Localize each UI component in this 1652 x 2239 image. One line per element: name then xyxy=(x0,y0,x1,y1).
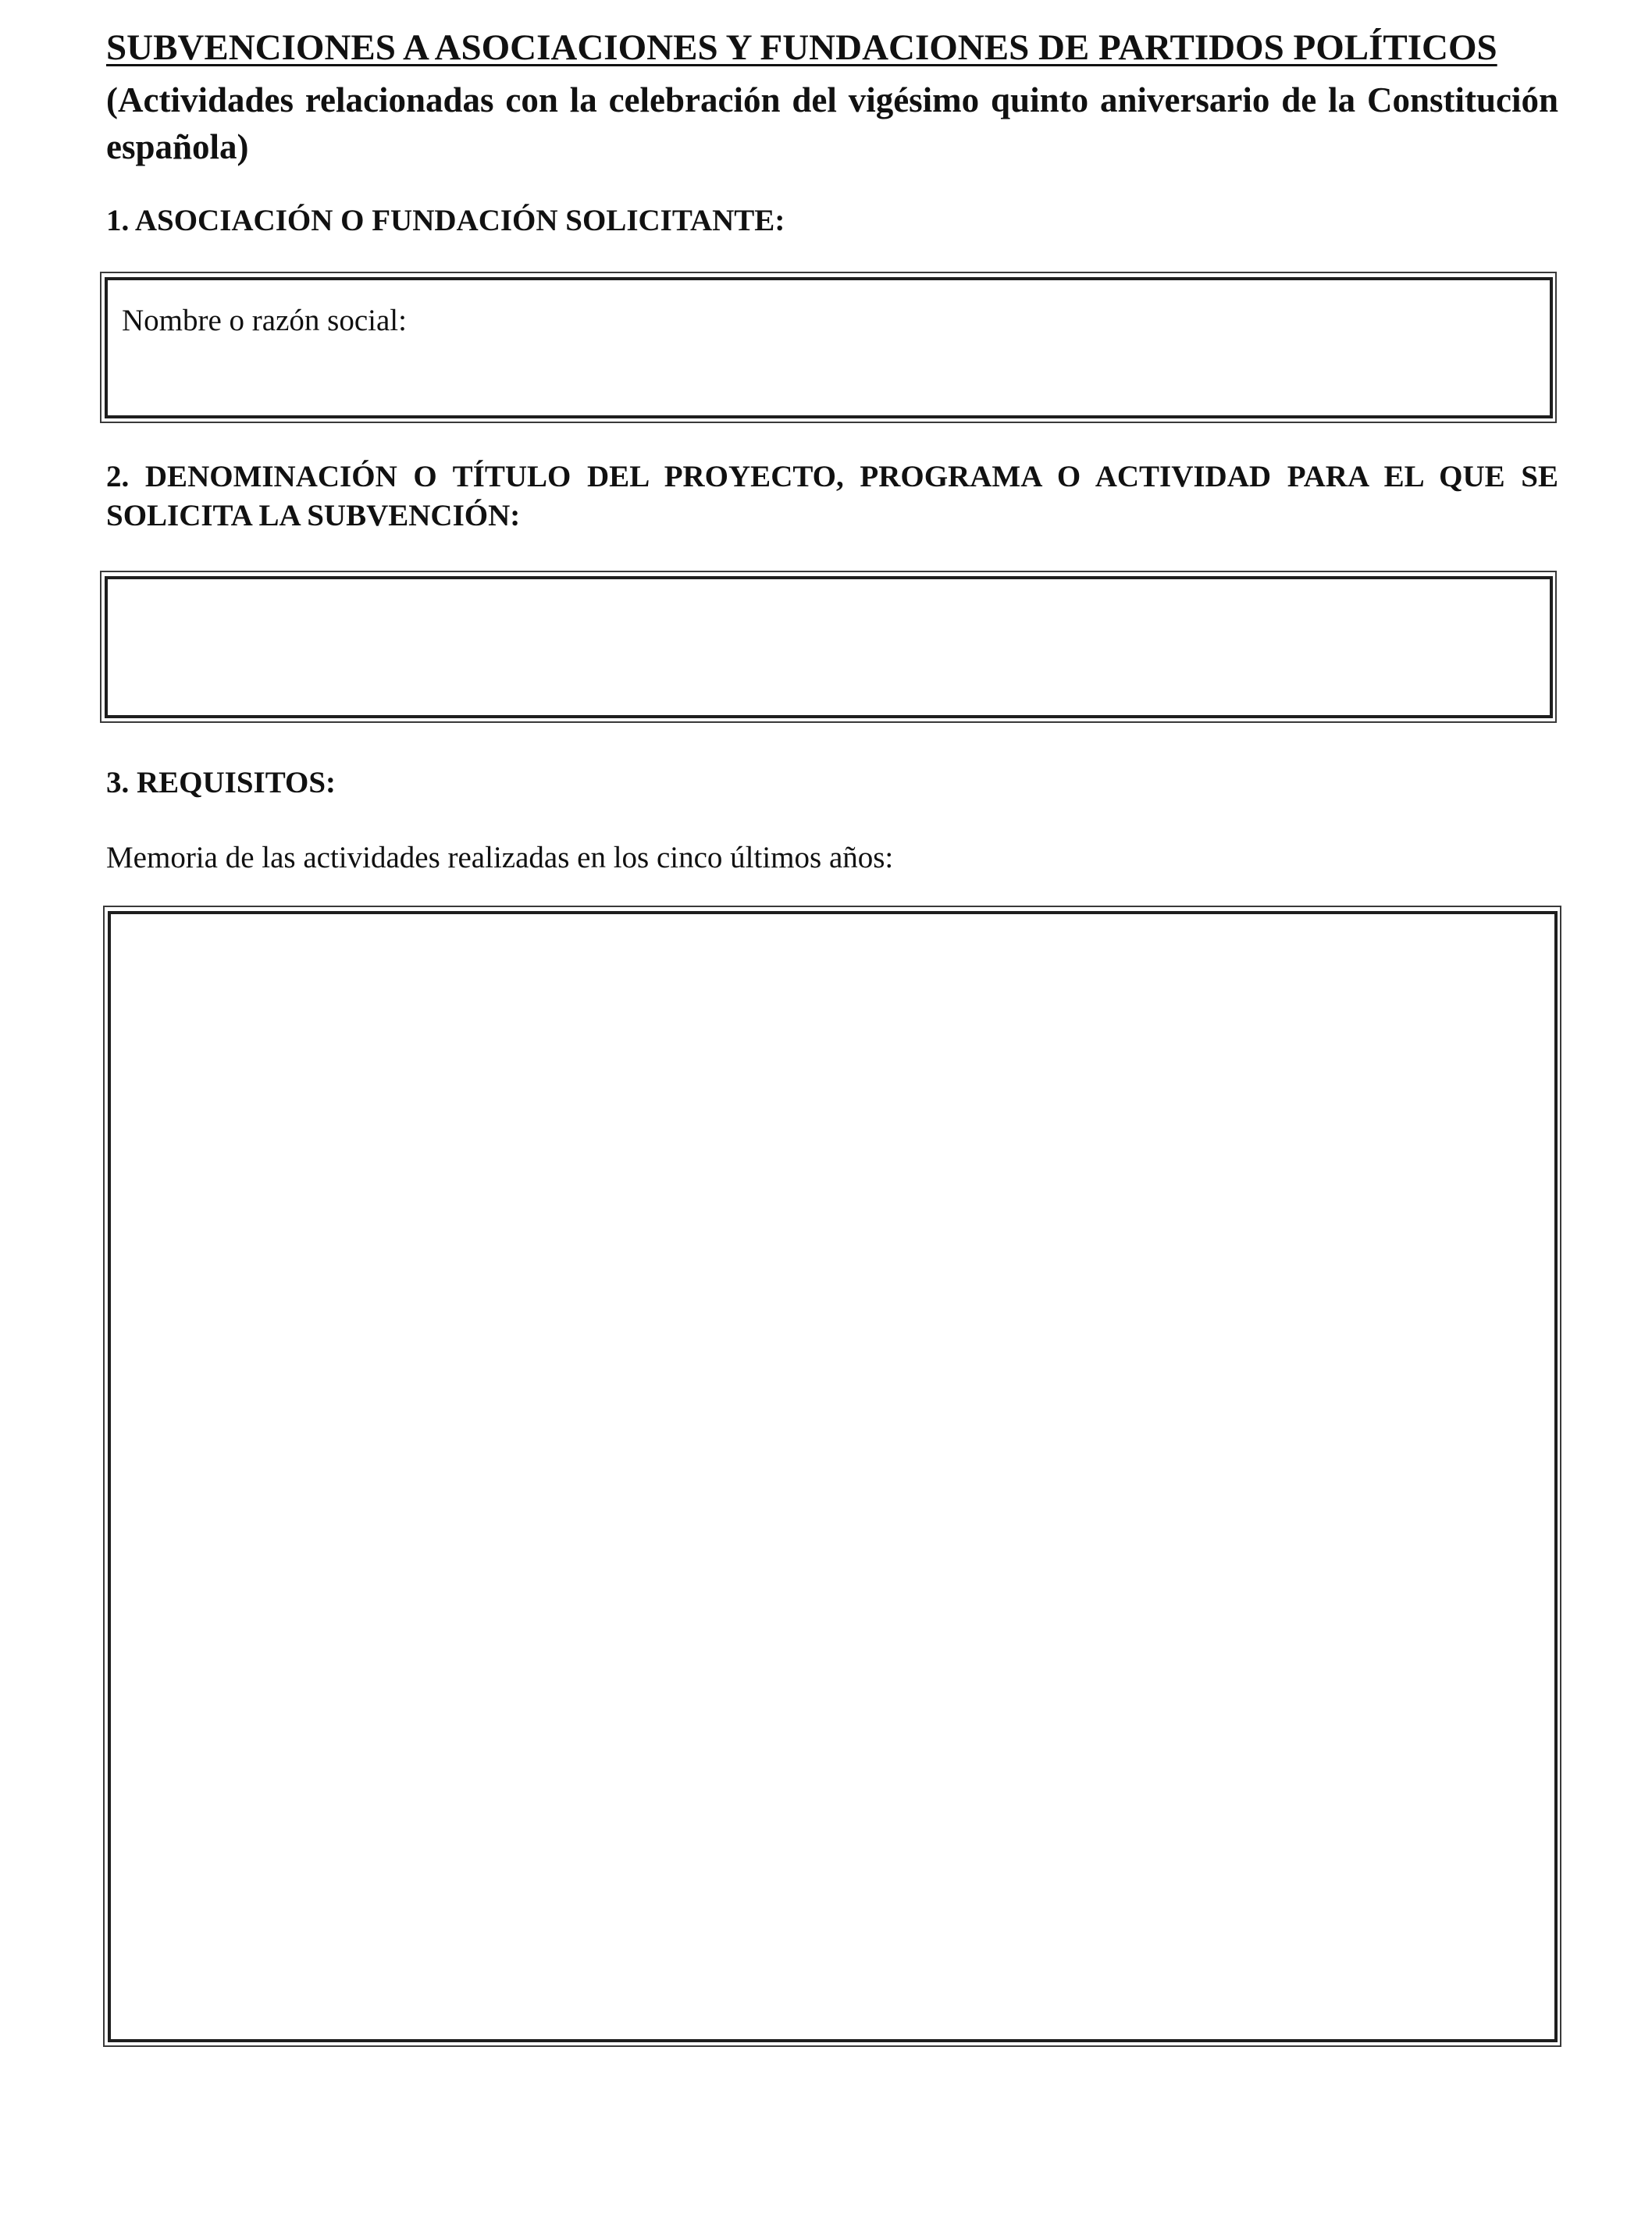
section-3-heading: 3. REQUISITOS: xyxy=(106,766,336,799)
activities-report-instruction: Memoria de las actividades realizadas en los cinco últimos años: xyxy=(106,841,894,874)
applicant-name-field[interactable] xyxy=(100,272,1557,423)
document-subtitle: (Actividades relacionadas con la celebración del vigésimo quinto aniversario de la Constitución española) xyxy=(106,80,1558,166)
section-2-heading: 2. DENOMINACIÓN O TÍTULO DEL PROYECTO, PROGRAMA O ACTIVIDAD PARA EL QUE SE SOLICITA LA SUBVENCIÓN: xyxy=(106,460,1558,532)
section-1-heading: 1. ASOCIACIÓN O FUNDACIÓN SOLICITANTE: xyxy=(106,204,785,237)
activities-report-field[interactable] xyxy=(103,906,1561,2047)
document-title: SUBVENCIONES A ASOCIACIONES Y FUNDACIONES DE PARTIDOS POLÍTICOS xyxy=(106,27,1497,68)
applicant-name-label: Nombre o razón social: xyxy=(122,304,407,337)
project-title-field[interactable] xyxy=(100,571,1557,723)
